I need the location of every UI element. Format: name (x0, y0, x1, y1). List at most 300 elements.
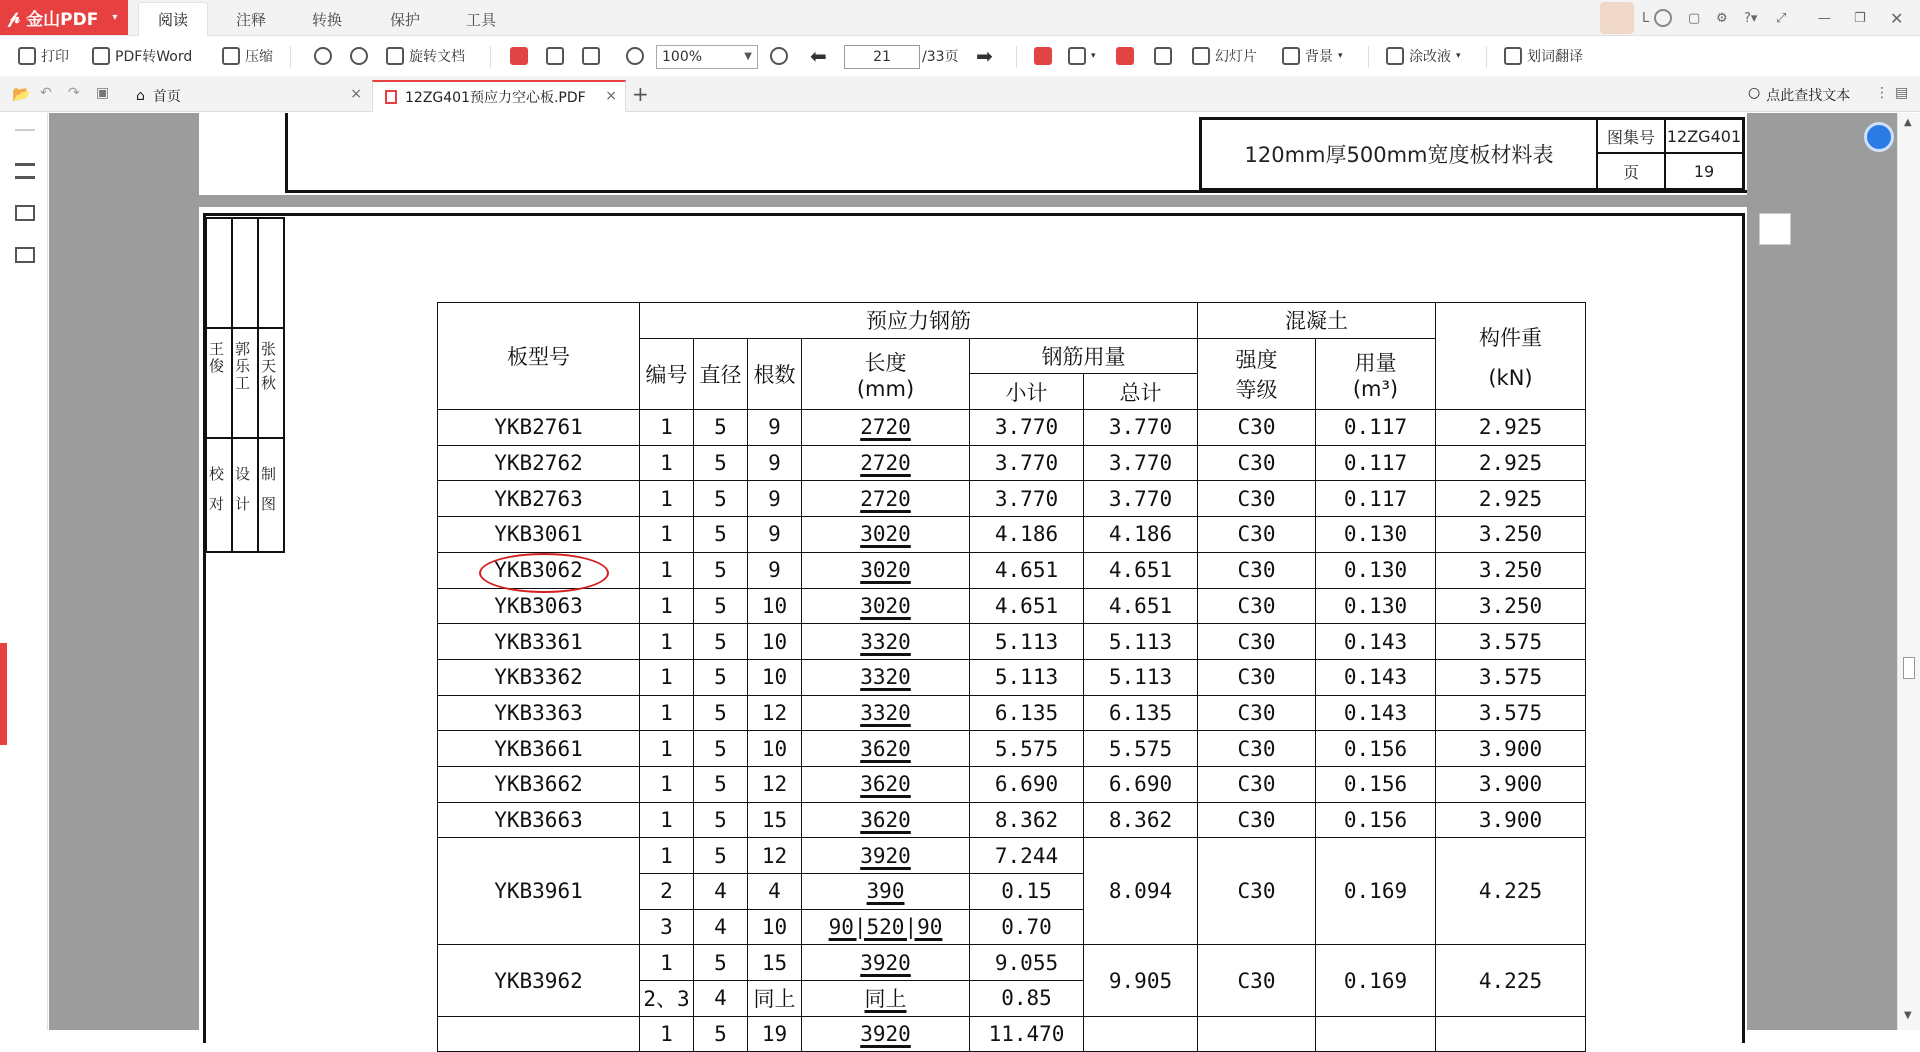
cell-total: 5.575 (1084, 731, 1198, 767)
cell-no: 3 (640, 909, 694, 945)
sig-divider (207, 437, 283, 439)
cell-count: 15 (748, 945, 802, 981)
cell-volume: 0.130 (1316, 552, 1436, 588)
cell-weight: 3.575 (1436, 624, 1586, 660)
cell-grade: C30 (1198, 445, 1316, 481)
compress-button[interactable] (222, 37, 273, 75)
thumbnails-icon[interactable] (15, 205, 35, 221)
cell-length (802, 659, 970, 695)
cell-volume: 0.156 (1316, 731, 1436, 767)
zoom-in-button[interactable] (770, 37, 788, 75)
cell-subtotal: 4.651 (970, 588, 1084, 624)
cell-length-value: 3320 (860, 700, 911, 725)
rotate-right-icon (350, 47, 368, 65)
next-page-button[interactable] (976, 37, 993, 75)
cell-count: 9 (748, 517, 802, 553)
cell-total: 9.905 (1084, 945, 1198, 1016)
cell-total: 4.186 (1084, 517, 1198, 553)
cell-total: 6.690 (1084, 766, 1198, 802)
translate-label: 划词翻译 (1527, 49, 1583, 65)
cell-count: 10 (748, 659, 802, 695)
cell-grade: C30 (1198, 766, 1316, 802)
tab-home-label: 首页 (152, 89, 181, 105)
cell-grade: C30 (1198, 659, 1316, 695)
divider (1016, 46, 1017, 68)
cell-count: 12 (748, 766, 802, 802)
fit-page-button[interactable] (546, 37, 564, 75)
fit-width-button[interactable] (582, 37, 600, 75)
cell-weight: 2.925 (1436, 410, 1586, 446)
settings-icon[interactable]: ⚙ (1716, 10, 1728, 26)
help-icon[interactable]: ?▾ (1744, 10, 1758, 26)
minimize-button[interactable]: — (1818, 10, 1831, 26)
cell-length (802, 731, 970, 767)
undo-icon[interactable]: ↶ (40, 85, 52, 101)
header-count: 根数 (748, 338, 802, 409)
cell-grade: C30 (1198, 695, 1316, 731)
title-block (1199, 117, 1745, 191)
zoom-out-icon (626, 47, 644, 65)
cell-length (802, 552, 970, 588)
header-volume-label: 用量 (1354, 350, 1397, 375)
cell-length (802, 838, 970, 874)
cell-subtotal: 0.15 (970, 874, 1084, 910)
cell-type: YKB3662 (438, 766, 640, 802)
tab-document[interactable] (372, 80, 626, 112)
cell-subtotal: 6.135 (970, 695, 1084, 731)
translate-icon (1504, 47, 1522, 65)
open-folder-icon[interactable]: 📂 (12, 85, 31, 103)
cell-length (802, 766, 970, 802)
divider (1368, 46, 1369, 68)
cell-total: 8.362 (1084, 802, 1198, 838)
whiteout-button[interactable] (1386, 37, 1461, 75)
cell-grade: C30 (1198, 802, 1316, 838)
cell-subtotal: 4.186 (970, 517, 1084, 553)
cell-subtotal: 6.690 (970, 766, 1084, 802)
scroll-down-icon[interactable]: ▼ (1904, 1010, 1912, 1021)
cell-grade: C30 (1198, 731, 1316, 767)
cell-no: 1 (640, 838, 694, 874)
divider (1486, 46, 1487, 68)
cell-diameter: 5 (694, 517, 748, 553)
eraser-icon (1386, 47, 1404, 65)
table-row (438, 659, 1586, 695)
header-length (802, 338, 970, 409)
header-usage: 钢筋用量 (970, 338, 1198, 374)
tab-convert[interactable]: 转换 (311, 10, 342, 29)
table-row (438, 766, 1586, 802)
double-page-button[interactable] (1068, 37, 1096, 75)
compress-label: 压缩 (245, 49, 273, 65)
zoom-select[interactable] (656, 45, 758, 69)
cell-length-value: 3620 (860, 736, 911, 761)
cell-no: 1 (640, 659, 694, 695)
tab-read[interactable]: 阅读 (138, 2, 208, 36)
cell-grade: C30 (1198, 838, 1316, 945)
cell-count: 10 (748, 588, 802, 624)
app-logo-icon: 𝓅 (8, 7, 21, 28)
material-table (437, 302, 1586, 1052)
table-row (438, 695, 1586, 731)
chevron-down-icon: ▾ (1456, 51, 1461, 61)
title-bar (0, 0, 1920, 36)
header-strength (1198, 338, 1316, 409)
cell-diameter: 5 (694, 731, 748, 767)
table-row (438, 945, 1586, 981)
search-text-button[interactable] (1748, 85, 1850, 105)
cell-no: 1 (640, 552, 694, 588)
role-design: 设计 (235, 465, 251, 513)
chevron-down-icon: ▾ (1091, 51, 1096, 61)
cell-subtotal: 3.770 (970, 410, 1084, 446)
cell-weight: 4.225 (1436, 838, 1586, 945)
cell-length-value: 390 (866, 879, 905, 904)
cell-volume: 0.130 (1316, 588, 1436, 624)
cell-length-value: 3620 (860, 807, 911, 832)
cell-diameter: 5 (694, 445, 748, 481)
cell-weight: 3.900 (1436, 802, 1586, 838)
atlas-label: 图集号 (1598, 120, 1666, 154)
cell-weight: 2.925 (1436, 445, 1586, 481)
divider (290, 46, 291, 68)
cell-count: 12 (748, 695, 802, 731)
avatar[interactable] (1600, 2, 1634, 34)
cell-type: YKB3663 (438, 802, 640, 838)
cell-length (802, 445, 970, 481)
cell-count: 同上 (748, 981, 802, 1017)
cell-weight: 2.925 (1436, 481, 1586, 517)
cell-subtotal: 7.244 (970, 838, 1084, 874)
printer-icon (18, 47, 36, 65)
cell-diameter: 4 (694, 874, 748, 910)
cell-weight: 3.250 (1436, 517, 1586, 553)
cell-count: 4 (748, 874, 802, 910)
document-tab-bar (0, 76, 1920, 112)
signer-name-2: 郭乐工 (235, 340, 251, 392)
sidebar-toggle-icon[interactable]: ▤ (1895, 85, 1909, 101)
cell-volume: 0.169 (1316, 838, 1436, 945)
message-icon[interactable]: ▢ (1688, 10, 1701, 26)
cell-weight: 3.250 (1436, 588, 1586, 624)
outline-icon[interactable] (15, 163, 35, 179)
cell-diameter: 5 (694, 838, 748, 874)
cell-type: YKB3361 (438, 624, 640, 660)
cell-grade: C30 (1198, 481, 1316, 517)
cell-volume: 0.117 (1316, 481, 1436, 517)
cell-volume: 0.143 (1316, 695, 1436, 731)
arrow-left-icon: ⬅ (810, 44, 827, 68)
cell-type: YKB3362 (438, 659, 640, 695)
cell-total: 3.770 (1084, 481, 1198, 517)
cell-subtotal: 8.362 (970, 802, 1084, 838)
cell-diameter: 5 (694, 410, 748, 446)
cell-diameter: 5 (694, 588, 748, 624)
single-page-icon (1034, 47, 1052, 65)
print-button[interactable] (18, 37, 69, 75)
fit-page-icon (546, 47, 564, 65)
table-row (438, 445, 1586, 481)
app-name: 金山PDF (26, 10, 99, 30)
cell-weight: 4.225 (1436, 945, 1586, 1016)
cell-length (802, 909, 970, 945)
cell-no: 2、3 (640, 981, 694, 1017)
scroll-up-icon[interactable]: ▲ (1904, 117, 1912, 128)
comments-icon[interactable] (15, 247, 35, 263)
slideshow-label: 幻灯片 (1215, 49, 1257, 65)
cell-length (802, 945, 970, 981)
cell-count: 9 (748, 410, 802, 446)
cell-no: 1 (640, 945, 694, 981)
cell-count: 9 (748, 481, 802, 517)
page-number-input[interactable]: 21 (844, 45, 920, 69)
pdf-to-word-label: PDF转Word (115, 49, 193, 65)
cell-type: YKB3661 (438, 731, 640, 767)
scroll-thumb[interactable] (1903, 657, 1915, 679)
cell-length (802, 481, 970, 517)
cell-subtotal: 3.770 (970, 481, 1084, 517)
fullscreen-icon[interactable]: ⤢ (1776, 10, 1787, 26)
cell-count: 10 (748, 909, 802, 945)
cell-length-value: 同上 (864, 987, 907, 1012)
cell-length-value: 2720 (860, 486, 911, 511)
cell-length-value: 3920 (860, 843, 911, 868)
cell-count: 10 (748, 731, 802, 767)
cell-no: 1 (640, 410, 694, 446)
tab-home[interactable] (124, 80, 370, 112)
cell-grade: C30 (1198, 945, 1316, 1016)
cell-no: 1 (640, 517, 694, 553)
actual-size-button[interactable] (510, 37, 528, 75)
cell-diameter: 5 (694, 945, 748, 981)
cell-weight: 3.900 (1436, 766, 1586, 802)
translate-button[interactable] (1504, 37, 1583, 75)
cell-weight: 3.575 (1436, 659, 1586, 695)
zoom-out-button[interactable] (626, 37, 644, 75)
cell-subtotal: 5.575 (970, 731, 1084, 767)
cell-grade: C30 (1198, 588, 1316, 624)
header-weight-unit: (kN) (1488, 366, 1533, 391)
cell-total: 4.651 (1084, 588, 1198, 624)
cell-length (802, 517, 970, 553)
cell-type: YKB3962 (438, 945, 640, 1016)
rotate-left-button[interactable] (314, 37, 332, 75)
double-page-icon (1068, 47, 1086, 65)
table-row (438, 410, 1586, 446)
redo-icon[interactable]: ↷ (68, 85, 80, 101)
print-label: 打印 (41, 49, 69, 65)
background-button[interactable] (1282, 37, 1343, 75)
header-concrete: 混凝土 (1198, 303, 1436, 339)
highlight-circle (479, 553, 609, 593)
cell-subtotal: 3.770 (970, 445, 1084, 481)
cell-grade: C30 (1198, 552, 1316, 588)
cell-subtotal: 5.113 (970, 659, 1084, 695)
header-weight-label: 构件重 (1479, 326, 1542, 351)
whiteout-label: 涂改液 (1409, 49, 1451, 65)
role-proofread: 校对 (209, 465, 225, 513)
cell-length-value: 3320 (860, 629, 911, 654)
cell-count: 15 (748, 802, 802, 838)
atlas-value: 12ZG401 (1666, 120, 1742, 154)
cell-total: 8.094 (1084, 838, 1198, 945)
cell-volume: 0.156 (1316, 766, 1436, 802)
close-icon[interactable]: × (350, 86, 362, 102)
cell-length-value: 2720 (860, 415, 911, 440)
table-row (438, 517, 1586, 553)
header-length-label: 长度 (864, 350, 907, 375)
slideshow-button[interactable] (1192, 37, 1257, 75)
cell-total: 6.135 (1084, 695, 1198, 731)
header-subtotal: 小计 (970, 374, 1084, 410)
slideshow-icon (1192, 47, 1210, 65)
cell-total: 4.651 (1084, 552, 1198, 588)
pdf-to-word-button[interactable] (92, 37, 192, 75)
cell-volume: 0.117 (1316, 410, 1436, 446)
word-icon (92, 47, 110, 65)
rotate-right-button[interactable] (350, 37, 368, 75)
cell-type: YKB3062 (438, 552, 640, 588)
sig-divider (207, 327, 283, 329)
cell-length-value: 3020 (860, 593, 911, 618)
background-icon (1282, 47, 1300, 65)
restore-button[interactable]: ❐ (1854, 10, 1866, 26)
left-sidebar (0, 113, 48, 1030)
search-icon: ○ (1748, 85, 1761, 101)
zoom-value: 100% (662, 49, 703, 65)
table-row (438, 802, 1586, 838)
header-type: 板型号 (438, 303, 640, 410)
table-row (438, 588, 1586, 624)
header-total: 总计 (1084, 374, 1198, 410)
cell-no: 1 (640, 588, 694, 624)
cell-length-value: 90|520|90 (828, 915, 943, 940)
cell-no: 1 (640, 481, 694, 517)
cell-no: 1 (640, 766, 694, 802)
header-strength-label: 强度 (1235, 347, 1278, 372)
header-volume-unit: (m³) (1352, 376, 1399, 401)
arrow-right-icon: ➡ (976, 44, 993, 68)
header-diameter: 直径 (694, 338, 748, 409)
save-icon[interactable]: ▣ (96, 85, 110, 101)
cell-total: 5.113 (1084, 659, 1198, 695)
cell-type: YKB2762 (438, 445, 640, 481)
grip-icon (15, 129, 35, 131)
rotate-doc-button[interactable] (386, 37, 465, 75)
actual-size-icon (510, 47, 528, 65)
cell-no: 1 (640, 624, 694, 660)
page-total: /33页 (922, 49, 959, 65)
chevron-down-icon: ▾ (1338, 51, 1343, 61)
fullscreen-icon (1154, 47, 1172, 65)
cell-length-value: 3920 (860, 1022, 911, 1047)
cell-diameter: 4 (694, 981, 748, 1017)
cell-length-value: 3020 (860, 522, 911, 547)
cell-type: YKB2763 (438, 481, 640, 517)
tab-protect[interactable]: 保护 (389, 10, 420, 29)
user-initial[interactable]: L (1642, 10, 1650, 26)
cell-count: 19 (748, 1016, 802, 1052)
cell-no: 1 (640, 1016, 694, 1052)
window-controls (1600, 0, 1920, 36)
prev-page-button[interactable] (810, 37, 827, 75)
zoom-in-icon (770, 47, 788, 65)
fit-width-icon (582, 47, 600, 65)
header-length-unit: (mm) (856, 376, 915, 401)
tab-tools[interactable]: 工具 (465, 10, 496, 29)
search-text-label: 点此查找文本 (1766, 88, 1851, 104)
divider (490, 46, 491, 68)
title-block-title: 120mm厚500mm宽度板材料表 (1202, 120, 1598, 188)
signer-name-3: 张天秋 (261, 340, 277, 392)
cell-volume: 0.156 (1316, 802, 1436, 838)
cell-type: YKB3063 (438, 588, 640, 624)
header-no: 编号 (640, 338, 694, 409)
cell-length (802, 802, 970, 838)
chevron-down-icon: ▼ (744, 51, 752, 62)
more-icon[interactable]: ⋮ (1875, 85, 1889, 101)
cell-count: 10 (748, 624, 802, 660)
background-label: 背景 (1305, 49, 1333, 65)
account-icon[interactable] (1654, 9, 1672, 27)
cell-diameter: 5 (694, 552, 748, 588)
close-button[interactable]: ✕ (1890, 8, 1904, 28)
cell-length-value: 3020 (860, 558, 911, 583)
panel-expand-handle[interactable] (0, 643, 7, 745)
cell-weight: 3.250 (1436, 552, 1586, 588)
cell-no: 1 (640, 802, 694, 838)
close-icon[interactable]: × (605, 88, 617, 104)
continuous-button[interactable] (1116, 37, 1134, 75)
cell-diameter: 5 (694, 659, 748, 695)
new-tab-button[interactable]: + (632, 82, 649, 106)
fullscreen-button[interactable] (1154, 37, 1172, 75)
cell-length-value: 3620 (860, 772, 911, 797)
tab-annotate[interactable]: 注释 (235, 10, 266, 29)
cell-count: 12 (748, 838, 802, 874)
scan-recognize-button[interactable] (1759, 213, 1791, 245)
cell-no: 2 (640, 874, 694, 910)
cell-subtotal: 5.113 (970, 624, 1084, 660)
single-page-button[interactable] (1034, 37, 1052, 75)
cell-subtotal: 11.470 (970, 1016, 1084, 1052)
vertical-scrollbar[interactable] (1897, 113, 1920, 1030)
cell-type: YKB2761 (438, 410, 640, 446)
cell-subtotal: 0.85 (970, 981, 1084, 1017)
table-row (438, 731, 1586, 767)
cell-length (802, 981, 970, 1017)
cell-diameter: 5 (694, 481, 748, 517)
cell-length (802, 410, 970, 446)
table-row (438, 481, 1586, 517)
pdf-file-icon (385, 90, 397, 104)
cell-volume (1316, 1016, 1436, 1052)
cell-diameter: 5 (694, 802, 748, 838)
cell-type: YKB3061 (438, 517, 640, 553)
cell-type (438, 1016, 640, 1052)
signature-strip (205, 217, 285, 553)
table-row (438, 1016, 1586, 1052)
cell-length (802, 588, 970, 624)
app-menu-button[interactable] (0, 0, 128, 35)
cell-length-value: 3320 (860, 665, 911, 690)
cell-no: 1 (640, 695, 694, 731)
cell-grade: C30 (1198, 624, 1316, 660)
chevron-down-icon: ▾ (112, 12, 118, 23)
cell-volume: 0.169 (1316, 945, 1436, 1016)
assistant-button[interactable] (1864, 122, 1894, 152)
cell-total: 3.770 (1084, 410, 1198, 446)
